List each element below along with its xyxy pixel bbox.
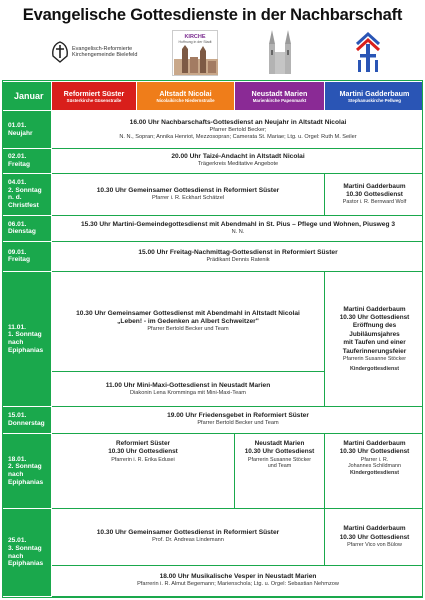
date-line: Neujahr bbox=[8, 129, 33, 137]
column-header-sub: Süsterkirche Güsenstraße bbox=[66, 97, 122, 103]
event-title: 16.00 Uhr Nachbarschafts-Gottesdienst an Neujahr in Altstadt Nicolai bbox=[129, 118, 347, 126]
event-line: Pfarrerin Susanne Stöcker bbox=[342, 356, 407, 363]
event-cell bbox=[52, 215, 424, 241]
column-header-martini bbox=[325, 82, 424, 111]
date-line: 01.01. bbox=[8, 121, 27, 129]
event-cell-neustadt bbox=[235, 433, 325, 508]
column-header-altstadt bbox=[137, 82, 235, 111]
event-cell bbox=[52, 148, 424, 173]
date-line: Epiphanias bbox=[8, 478, 44, 486]
reformiert-logo bbox=[50, 40, 140, 66]
date-line: 2. Sonntag bbox=[8, 186, 42, 194]
date-line: 1. Sonntag bbox=[8, 331, 42, 339]
event-title: Eröffnung des bbox=[352, 322, 397, 330]
table-row bbox=[4, 241, 424, 271]
church-towers-icon bbox=[266, 28, 296, 76]
date-line: 11.01. bbox=[8, 323, 26, 331]
date-line: 2. Sonntag bbox=[8, 463, 42, 471]
event-line: Pfarrer Bertold Becker und Team bbox=[147, 326, 229, 333]
event-line: Pfarrer Bertold Becker und Team bbox=[197, 420, 279, 427]
stephanus-logo bbox=[353, 30, 383, 76]
event-title: Martini Gadderbaum bbox=[343, 525, 406, 533]
date-line: n. d. Christfest bbox=[8, 194, 39, 209]
event-line: Prof. Dr. Andreas Lindemann bbox=[152, 537, 224, 544]
date-cell bbox=[4, 406, 52, 433]
column-header-reformiert bbox=[52, 82, 137, 111]
date-line: 06.01. bbox=[8, 220, 27, 228]
service-table bbox=[2, 80, 423, 598]
marien-church-logo bbox=[266, 28, 296, 76]
event-cell-reformiert bbox=[52, 433, 235, 508]
event-title: Jubiläumsjahres bbox=[349, 330, 400, 338]
event-cell bbox=[52, 565, 424, 596]
event-line: Pfarrerin i. R. Erika Edusei bbox=[111, 456, 175, 463]
event-line: Pfarrerin i. R. Almut Begemann; Marienschola; Ltg. u. Orgel: Sebastian Nehmzow bbox=[137, 581, 339, 588]
event-line: N. N., Sopran; Annika Henriot, Mezzosopran; Camerata St. Mariae; Ltg. u. Orgel: Ruth M. Seiler bbox=[119, 133, 357, 140]
event-cell bbox=[52, 241, 424, 271]
event-title: 10.30 Uhr Gottesdienst bbox=[244, 448, 315, 456]
column-header-sub: Nicolaikirche Niedernstraße bbox=[156, 97, 215, 103]
date-line: Epiphanias bbox=[8, 346, 44, 354]
month-label: Januar bbox=[4, 82, 52, 111]
event-line: Pfarrer Vico von Bülow bbox=[347, 541, 402, 548]
event-line: Prädikant Dennis Ratenik bbox=[206, 256, 270, 263]
column-header-name: Altstadt Nicolai bbox=[159, 88, 212, 98]
event-title: 15.00 Uhr Freitag-Nachmittag-Gottesdienst in Reformiert Süster bbox=[138, 248, 338, 256]
event-title: 10.30 Uhr Gottesdienst bbox=[108, 448, 178, 456]
table-row bbox=[4, 406, 424, 433]
event-title: Reformiert Süster bbox=[116, 439, 170, 447]
event-line: Pfarrerin Susanne Stöcker bbox=[247, 456, 312, 463]
column-header-sub: Marienkirche Papenmarkt bbox=[252, 97, 307, 103]
reformiert-logo-line1: Evangelisch-Reformierte bbox=[72, 46, 133, 52]
table-row bbox=[4, 433, 424, 508]
event-line: Pfarrer i. R. bbox=[360, 456, 389, 463]
event-cell bbox=[52, 111, 424, 149]
event-line: Pfarrer Bertold Becker; bbox=[209, 126, 267, 133]
table-row bbox=[4, 565, 424, 596]
event-title: 11.00 Uhr Mini-Maxi-Gottesdienst in Neustadt Marien bbox=[105, 381, 271, 389]
table-row bbox=[4, 215, 424, 241]
event-cell bbox=[52, 272, 325, 372]
column-header-sub: Stephanuskirche Pellweg bbox=[348, 97, 401, 103]
column-header-neustadt bbox=[235, 82, 325, 111]
date-cell bbox=[4, 148, 52, 173]
event-line: Kindergottesdienst bbox=[349, 365, 400, 372]
event-cell-side bbox=[325, 173, 424, 215]
date-line: 04.01. bbox=[8, 179, 27, 187]
date-line: 09.01. bbox=[8, 248, 27, 256]
event-line: Pastor i. R. Bernward Wolf bbox=[342, 199, 407, 206]
date-line: nach bbox=[8, 471, 24, 479]
table-row bbox=[4, 173, 424, 215]
date-line: Freitag bbox=[8, 256, 30, 264]
event-cell bbox=[52, 509, 325, 565]
event-title: 15.30 Uhr Martini-Gemeindegottesdienst mit Abendmahl in St. Pius – Pflege und Wohnen, Piusweg 3 bbox=[81, 220, 395, 228]
date-line: 3. Sonntag bbox=[8, 544, 42, 552]
event-title: Martini Gadderbaum bbox=[343, 439, 406, 447]
event-line: Kindergottesdienst bbox=[349, 469, 400, 476]
event-title: 10.30 Uhr Gemeinsamer Gottesdienst in Reformiert Süster bbox=[96, 529, 280, 537]
event-title: 10.30 Uhr Gemeinsamer Gottesdienst in Reformiert Süster bbox=[96, 186, 280, 194]
date-cell bbox=[4, 272, 52, 407]
table-row bbox=[4, 148, 424, 173]
column-header-name: Reformiert Süster bbox=[63, 88, 125, 98]
event-line: Pfarrer i. R. Eckhart Schätzel bbox=[151, 194, 225, 201]
date-cell bbox=[4, 509, 52, 597]
city-skyline-icon bbox=[174, 45, 218, 75]
stephanus-cross-icon bbox=[353, 30, 383, 76]
event-line: und Team bbox=[267, 463, 292, 470]
event-title: 10.30 Uhr Gottesdienst bbox=[339, 448, 410, 456]
event-title: mit Taufen und einer bbox=[343, 339, 406, 347]
date-line: nach bbox=[8, 338, 24, 346]
event-line: Diakonin Lena Kromminga mit Mini-Maxi-Team bbox=[130, 389, 246, 396]
date-line: 02.01. bbox=[8, 153, 27, 161]
event-title: 10.30 Uhr Gemeinsamer Gottesdienst mit Abendmahl in Altstadt Nicolai bbox=[76, 310, 300, 318]
event-title: 18.00 Uhr Musikalische Vesper in Neustadt Marien bbox=[159, 573, 317, 581]
date-line: 25.01. bbox=[8, 537, 27, 545]
date-line: 18.01. bbox=[8, 455, 27, 463]
column-header-name: Neustadt Marien bbox=[251, 88, 308, 98]
date-line: Epiphanias bbox=[8, 560, 44, 568]
event-title: 10.30 Gottesdienst bbox=[346, 190, 403, 198]
date-line: nach bbox=[8, 552, 24, 560]
table-row bbox=[4, 509, 424, 565]
reformiert-logo-line2: Kirchengemeinde Bielefeld bbox=[72, 52, 138, 58]
kirche-logo bbox=[172, 30, 218, 76]
event-title: 19.00 Uhr Friedensgebet in Reformiert Süster bbox=[167, 412, 309, 420]
date-cell bbox=[4, 173, 52, 215]
event-cell-side bbox=[325, 272, 424, 407]
date-line: Donnerstag bbox=[8, 419, 45, 427]
event-subtitle: „Leben! - im Gedenken an Albert Schweitzer" bbox=[117, 318, 259, 326]
date-cell bbox=[4, 433, 52, 508]
column-header-name: Martini Gadderbaum bbox=[339, 88, 410, 98]
date-line: Freitag bbox=[8, 160, 30, 168]
event-line: N. N. bbox=[231, 228, 245, 235]
event-title: 10.30 Uhr Gottesdienst bbox=[339, 533, 410, 541]
event-title: 10.30 Uhr Gottesdienst bbox=[339, 314, 410, 322]
event-title: Neustadt Marien bbox=[254, 439, 305, 447]
kirche-logo-line2: Hoffnung in der Stadt bbox=[178, 40, 212, 44]
event-cell bbox=[52, 372, 325, 406]
date-line: Dienstag bbox=[8, 228, 36, 236]
event-cell bbox=[52, 406, 424, 433]
page-title: Evangelische Gottesdienste in der Nachbarschaft bbox=[22, 6, 403, 24]
reformiert-emblem-icon bbox=[50, 40, 70, 64]
table-row bbox=[4, 111, 424, 149]
event-line: Johannes Schildmann bbox=[347, 463, 402, 470]
event-cell-martini bbox=[325, 433, 424, 508]
kirche-logo-line1: KIRCHE bbox=[184, 34, 206, 40]
table-row bbox=[4, 272, 424, 372]
logo-bar bbox=[0, 26, 425, 78]
date-cell bbox=[4, 215, 52, 241]
date-cell bbox=[4, 241, 52, 271]
event-line: Trägerkreis Meditative Angebote bbox=[197, 161, 279, 168]
event-cell bbox=[52, 173, 325, 215]
date-line: 15.01. bbox=[8, 412, 27, 420]
table-header-row bbox=[4, 82, 424, 111]
event-title: Martini Gadderbaum bbox=[343, 182, 406, 190]
event-title: Tauferinnerungsfeier bbox=[342, 347, 407, 355]
event-cell-side bbox=[325, 509, 424, 565]
event-title: Martini Gadderbaum bbox=[343, 305, 406, 313]
date-cell bbox=[4, 111, 52, 149]
event-title: 20.00 Uhr Taizé-Andacht in Altstadt Nicolai bbox=[171, 153, 305, 161]
